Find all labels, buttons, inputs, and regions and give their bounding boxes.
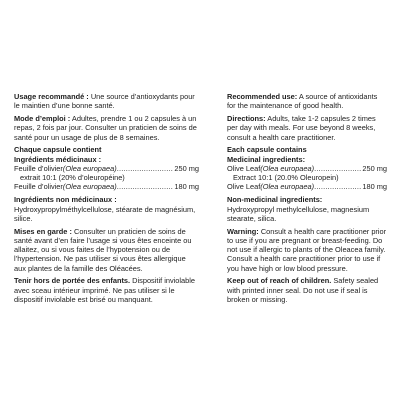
- fr-ingredient-3-amount: 180 mg: [174, 182, 199, 192]
- dot-leader: [314, 182, 361, 191]
- en-warning-text: Consult a health care practitioner prior to use if you are pregnant or breast-feeding. Do not use if allergic to plants of the Oleacea family. Consult a health care practitioner prior to use if you have high or low blood pressure.: [227, 226, 387, 273]
- dot-leader: [117, 164, 174, 173]
- en-ingredient-3-name: Olive Leaf: [227, 182, 261, 192]
- fr-ingredient-1-amount: 250 mg: [174, 163, 199, 173]
- en-capsule-heading: Each capsule contains: [227, 145, 307, 155]
- fr-ingredient-1-name: Feuille d’olivier: [14, 163, 63, 173]
- fr-usage-text: Une source d’antioxydants pour le maintien d’une bonne santé.: [14, 92, 195, 111]
- fr-capsule-heading: Chaque capsule contient: [14, 145, 102, 155]
- en-usage-heading: Recommended use:: [227, 92, 298, 101]
- fr-keep-text: Dispositif inviolable avec sceau intérieur imprimé. Ne pas utiliser si le dispositif inviolable est brisé ou manquant.: [14, 276, 196, 304]
- fr-caution-section: [14, 227, 199, 273]
- en-ingredient-1-name: Olive Leaf: [227, 163, 261, 173]
- fr-ingredient-3-name: Feuille d’olivier: [14, 182, 63, 192]
- fr-ingredient-1-latin: (Olea europaea): [62, 163, 117, 173]
- fr-ingredient-3-latin: (Olea europaea): [62, 182, 117, 192]
- fr-directions-section: [14, 114, 199, 142]
- fr-ingredient-row: [14, 164, 199, 173]
- en-nonmedicinal-text: Hydroxypropyl methylcellulose, magnesium stearate, silica.: [227, 204, 370, 223]
- english-column: [227, 92, 387, 308]
- en-ingredient-3-latin: (Olea europaea): [260, 182, 315, 192]
- fr-nonmedicinal-section: [14, 195, 199, 223]
- en-usage-section: [227, 92, 387, 111]
- fr-keep-section: [14, 276, 199, 304]
- en-ingredient-2-text: Extract 10:1 (20.0% Oleuropein): [233, 173, 339, 183]
- dot-leader: [314, 164, 361, 173]
- fr-ingredient-2-text: extrait 10:1 (20% d’oleuropéine): [20, 173, 125, 183]
- fr-directions-text: Adultes, prendre 1 ou 2 capsules à un repas, 2 fois par jour. Consulter un praticien de soins de santé pour un usage de plus de 8 semaines.: [14, 114, 197, 142]
- fr-directions-heading: Mode d’emploi :: [14, 114, 71, 124]
- fr-ingredient-row: [14, 182, 199, 191]
- fr-ingredients-section: [14, 145, 199, 191]
- en-ingredient-row: [227, 164, 387, 173]
- en-ingredient-row: [227, 182, 387, 191]
- en-directions-heading: Directions:: [227, 114, 266, 124]
- en-keep-text: Safety sealed with printed inner seal. Do not use if seal is broken or missing.: [227, 276, 379, 304]
- fr-keep-heading: Tenir hors de portée des enfants.: [14, 276, 131, 286]
- en-directions-section: [227, 114, 387, 142]
- en-usage-text: A source of antioxidants for the maintenance of good health.: [227, 92, 378, 111]
- en-medicinal-heading: Medicinal ingredients:: [227, 154, 306, 164]
- en-ingredient-1-latin: (Olea europaea): [260, 163, 315, 173]
- french-column: [14, 92, 199, 308]
- en-warning-section: [227, 227, 387, 273]
- en-directions-text: Adults, take 1-2 capsules 2 times per day with meals. For use beyond 8 weeks, consult a health care practitioner.: [227, 114, 376, 142]
- fr-usage-section: [14, 92, 199, 111]
- fr-medicinal-heading: Ingrédients médicinaux :: [14, 154, 102, 164]
- en-ingredients-section: [227, 145, 387, 191]
- fr-nonmedicinal-heading: Ingrédients non médicinaux :: [14, 195, 117, 205]
- en-nonmedicinal-heading: Non-medicinal ingredients:: [227, 195, 323, 205]
- en-nonmedicinal-section: [227, 195, 387, 223]
- en-ingredient-1-amount: 250 mg: [362, 163, 387, 173]
- en-keep-heading: Keep out of reach of children.: [227, 276, 332, 286]
- dot-leader: [117, 182, 174, 191]
- fr-nonmedicinal-text: Hydroxypropylméthylcellulose, stéarate de magnésium, silice.: [14, 204, 196, 223]
- en-ingredient-3-amount: 180 mg: [362, 182, 387, 192]
- fr-caution-heading: Mises en garde :: [14, 226, 72, 236]
- en-keep-section: [227, 276, 387, 304]
- fr-usage-heading: Usage recommandé :: [14, 92, 89, 101]
- fr-caution-text: Consulter un praticien de soins de santé avant d’en faire l’usage si vous êtes enceinte ou allaitez, ou si vous faites de l’hypotension ou de l’hypertension. Ne pas utiliser si vous êtes allergique aux plantes de la famille des Oléacées.: [14, 226, 192, 273]
- en-warning-heading: Warning:: [227, 226, 259, 236]
